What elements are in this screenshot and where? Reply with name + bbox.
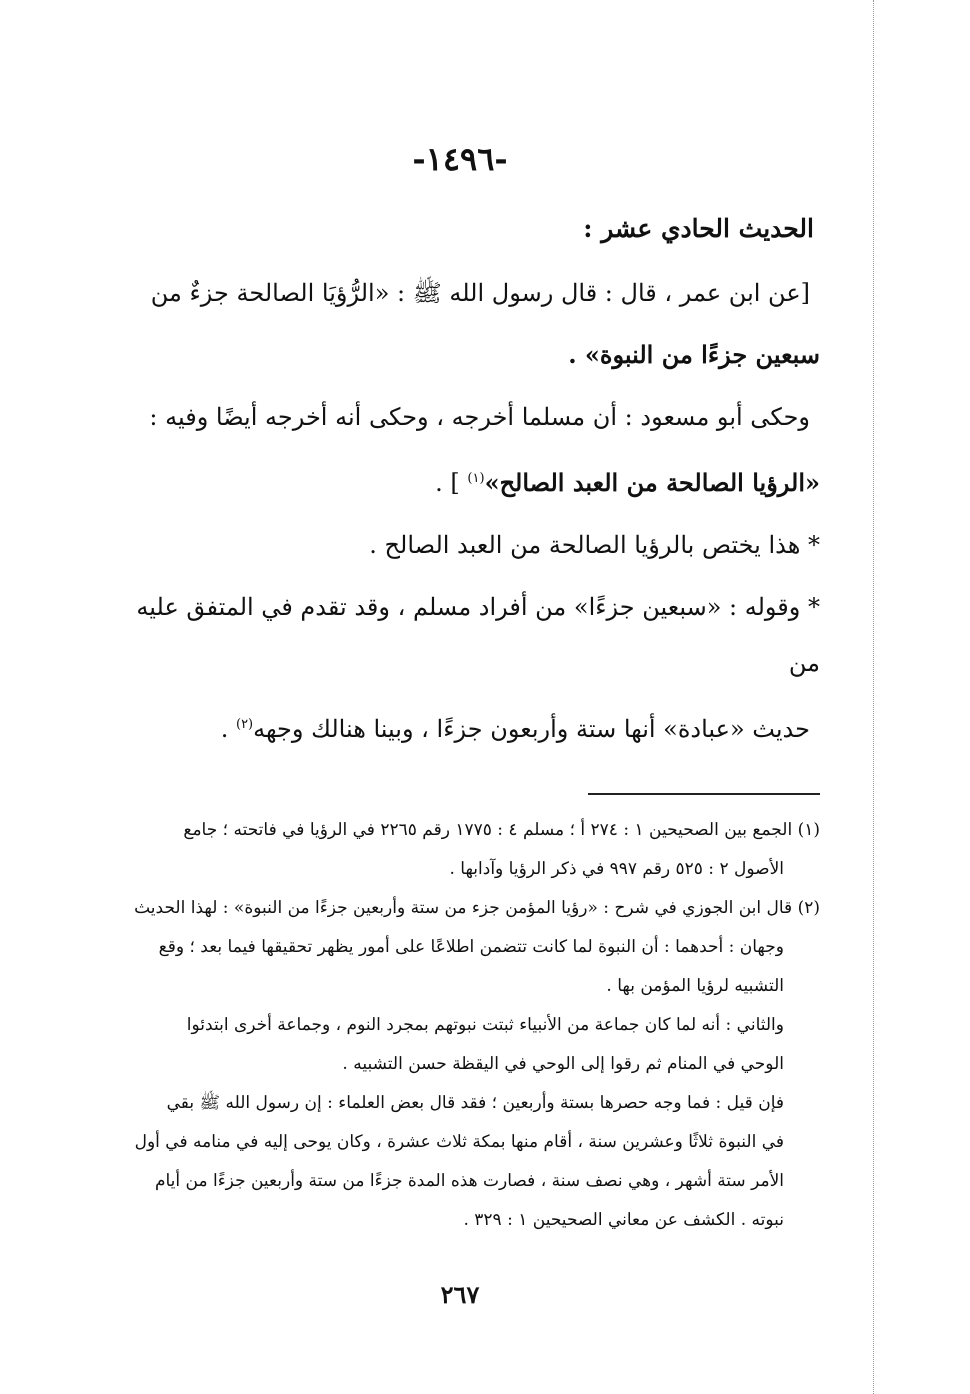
footnote-2-line-8: الأمر ستة أشهر ، وهي نصف سنة ، فصارت هذه المدة جزءًا من ستة وأربعين جزءًا من أيام [154, 1171, 784, 1191]
footnote-2-line-1: (٢) قال ابن الجوزي في شرح : «رؤيا المؤمن جزء من ستة وأربعين جزءًا من النبوة» : لهذا الحديث [134, 898, 820, 918]
footnotes [100, 811, 820, 1240]
hadith-number: -١٤٩٦- [412, 140, 508, 178]
footnote-2-line-9: نبوته . الكشف عن معاني الصحيحين ١ : ٣٢٩ . [463, 1210, 784, 1230]
footnote-2-line-7: في النبوة ثلاثًا وعشرين سنة ، أقام منها بمكة ثلاث عشرة ، وكان يوحى إليه في منامه في أول [134, 1132, 784, 1152]
comment-note-2-line-2 [100, 697, 820, 757]
narration-end: ] . [435, 469, 468, 497]
comment-note-2-end: . [220, 715, 236, 743]
margin-dotted-line [873, 0, 874, 1394]
comment-note-1: * هذا يختص بالرؤيا الصالحة من العبد الصالح . [369, 531, 820, 559]
footnote-1-line-1: (١) الجمع بين الصحيحين ١ : ٢٧٤ أ ؛ مسلم ٤ : ١٧٧٥ رقم ٢٢٦٥ في الرؤيا في فاتحته ؛ جامع [183, 820, 820, 840]
footnote-1-line-2: الأصول ٢ : ٥٢٥ رقم ٩٩٧ في ذكر الرؤيا وآدابها . [449, 859, 784, 879]
hadith-text-line-2: سبعين جزءًا من النبوة» . [568, 340, 820, 369]
footnote-2-line-2: وجهان : أحدهما : أن النبوة لما كانت تتضمن اطلاعًا على أمور يظهر تحقيقها فيما بعد ؛ وقع [158, 937, 784, 957]
narration-line-2 [100, 451, 820, 511]
footnote-2-line-6: فإن قيل : فما وجه حصرها بستة وأربعين ؛ فقد قال بعض العلماء : إن رسول الله ﷺ بقي [166, 1093, 784, 1113]
footnote-2-line-5: الوحي في المنام ثم رقوا إلى الوحي في اليقظة حسن التشبيه . [342, 1054, 784, 1074]
footnote-separator [588, 793, 820, 795]
hadith-heading: الحديث الحادي عشر : [583, 214, 814, 243]
comment-note-2-line-1: * وقوله : «سبعين جزءًا» من أفراد مسلم ، وقد تقدم في المتفق عليه من [136, 593, 820, 677]
footnote-ref-2[interactable]: (٢) [235, 717, 254, 732]
narration-line-1: وحكى أبو مسعود : أن مسلما أخرجه ، وحكى أنه أخرجه أيضًا وفيه : [149, 403, 810, 431]
page-number: ٢٦٧ [440, 1280, 480, 1309]
footnote-2-line-3: التشبيه لرؤيا المؤمن بها . [606, 976, 784, 996]
footnote-ref-1[interactable]: (١) [467, 471, 485, 486]
comment-note-2-text: حديث «عبادة» أنها ستة وأربعون جزءًا ، وبينا هنالك وجهه [253, 715, 810, 743]
footnote-2-line-4: والثاني : أنه لما كان جماعة من الأنبياء ثبتت نبوتهم بمجرد النوم ، وجماعة أخرى ابتدئوا [186, 1015, 784, 1035]
hadith-text-line-1: [عن ابن عمر ، قال : قال رسول الله ﷺ : «الرُّؤيَا الصالحة جزءٌ من [150, 279, 810, 307]
narration-quote: «الرؤيا الصالحة من العبد الصالح» [484, 468, 820, 497]
book-page [100, 140, 820, 1309]
